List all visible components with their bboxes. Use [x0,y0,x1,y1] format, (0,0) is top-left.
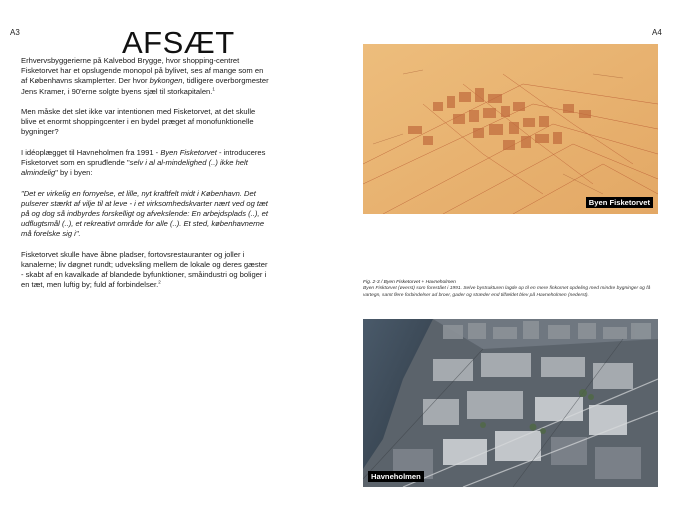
footnote-ref-2: 2 [158,279,161,285]
aerial-photo-havneholmen [363,319,658,487]
page-label-right: A4 [652,28,662,37]
image-tag-byen-fisketorvet: Byen Fisketorvet [586,197,653,208]
sketch-image-byen-fisketorvet [363,44,658,214]
paragraph-2: Men måske det slet ikke var intentionen med Fisketorvet, at det skulle blive et enormt shoppingcenter i en bydel præget af monofunktionelle bygninger? [21,107,256,137]
block-quote: "Det er virkelig en fornyelse, et lille, nyt kraftfelt midt i København. Det pulserer stærkt af vilje til at leve - i et virksomhedskvarter nært ved og tæt på og dog så indbyrdes forskelligt og afvekslende: En arbejdsplads (..), et udflugtsmål (..), et rekreativt område for alle (..). Et sted, københavnerne må forelske sig i". [21,188,268,239]
paragraph-4: Fisketorvet skulle have åbne pladser, fortovsrestauranter og joller i kanalerne; liv døgnet rundt; udveksling mellem de lokale og deres gæster - skabt af en kavalkade af blandede byfunktioner, småindustri og boliger i en tæt, men luftig by; fuld af forbindelser.$^2$ [21,249,268,290]
footnote-ref-1: 1 [212,86,215,92]
sketch-illustration [363,44,658,214]
image-tag-havneholmen: Havneholmen [368,471,424,482]
aerial-photo-illustration [363,319,658,487]
figure-caption-text: Byen Fisktorvet (øverst) som forestået i 1991. Selve bystrukturen lagde op til en mere finkornet opdeling med mindre bygninger og få vartegn, samt flere forbindelser ad broer, gader og stræder end tilfældet blev på Havneholmen (nederst). [363,286,651,298]
figure-caption [363,280,659,299]
figure-caption-title: Fig. 2-3 / Byen Fisketorvet + Havneholmen [363,280,456,285]
paragraph-1: Erhvervsbyggerierne på Kalvebod Brygge, hvor shopping-centret Fisketorvet har et opslugende monopol på bylivet, ses af mange som en af Københavns skamplетter. Der hvor bykongen, tidligere overborgmester Jens Kramer, i 90'erne solgte byens sjæl til storkapitalen.$^1$ [21,56,269,96]
paragraph-3: I idéoplægget til Havneholmen fra 1991 - Byen Fisketorvet - introduceres Fisketorvet som en spruđlende "selv i al al-mindelighed (..) ikke helt almindelig" by i byen: [21,147,266,178]
page-title: AFSÆT [122,24,235,60]
page-label-left: A3 [10,28,20,37]
body-text-column [21,56,271,301]
